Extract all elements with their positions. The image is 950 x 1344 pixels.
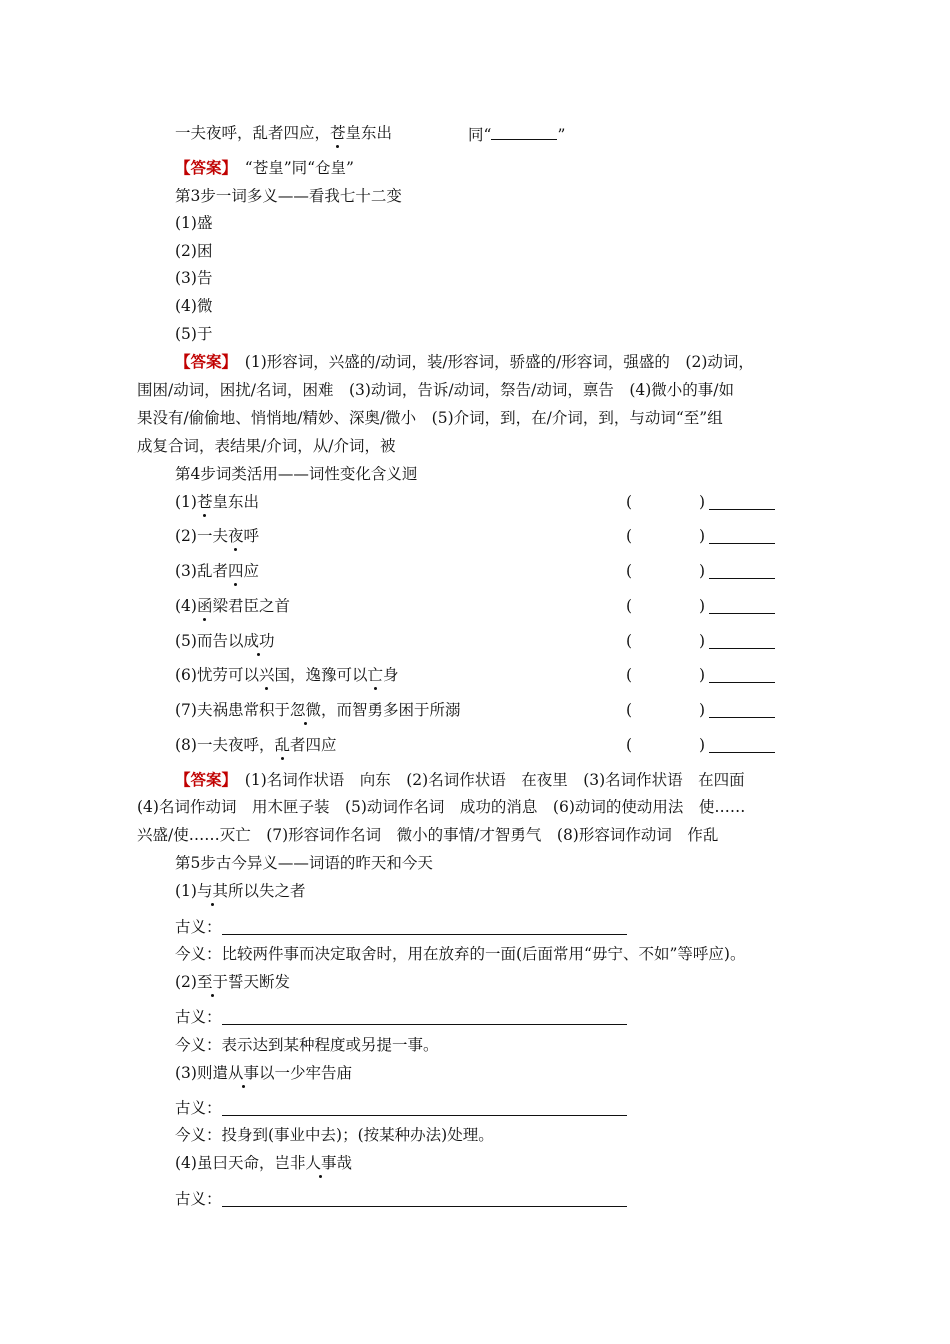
jin-meaning: 今义：比较两件事而决定取舍时，用在放弃的一面(后面常用“毋宁、不如”等呼应)。	[175, 945, 746, 963]
step4-item: (6)忧劳可以兴国，逸豫可以亡身	[175, 666, 399, 684]
paren-open: (	[626, 666, 633, 684]
paren-close: )	[699, 666, 706, 684]
step4-answer-line: (4)名词作动词 用木匣子装 (5)动词作名词 成功的消息 (6)动词的使动用法 使……	[137, 798, 746, 816]
answer-blank	[222, 1114, 627, 1116]
gu-label: 古义：	[175, 1190, 222, 1208]
top-sentence: 一夫夜呼，乱者四应，苍皇东出	[175, 124, 393, 142]
paren-close: )	[699, 527, 706, 545]
answer-blank	[709, 751, 775, 753]
step4-title: 第4步词类活用——词性变化含义迥	[175, 465, 418, 483]
answer-tag: 【答案】	[175, 158, 230, 177]
answer-blank	[709, 612, 775, 614]
answer-0: 【答案】 “苍皇”同“仓皇”	[175, 158, 354, 177]
step4-item: (8)一夫夜呼，乱者四应	[175, 736, 337, 754]
step3-answer-line: 【答案】 (1)形容词，兴盛的/动词，装/形容词，骄盛的/形容词，强盛的 (2)动词，	[175, 352, 754, 371]
step4-item: (5)而告以成功	[175, 632, 275, 650]
step4-item: (3)乱者四应	[175, 562, 259, 580]
gu-label: 古义：	[175, 918, 222, 936]
step3-answer-line: 成复合词，表结果/介词，从/介词，被	[137, 437, 396, 455]
gu-label: 古义：	[175, 1099, 222, 1117]
paren-close: )	[699, 562, 706, 580]
paren-open: (	[626, 597, 633, 615]
step5-title: 第5步古今异义——词语的昨天和今天	[175, 854, 433, 872]
step3-title: 第3步一词多义——看我七十二变	[175, 187, 402, 205]
answer-blank	[709, 647, 775, 649]
paren-close: )	[699, 597, 706, 615]
paren-close: )	[699, 701, 706, 719]
answer-blank	[709, 508, 775, 510]
answer-tag: 【答案】	[175, 770, 230, 789]
step5-item: (1)与其所以失之者	[175, 882, 306, 900]
paren-close: )	[699, 736, 706, 754]
paren-open: (	[626, 527, 633, 545]
jin-meaning: 今义：投身到(事业中去)；(按某种办法)处理。	[175, 1126, 494, 1144]
paren-open: (	[626, 493, 633, 511]
paren-close: )	[699, 493, 706, 511]
step3-item: (4)微	[175, 297, 213, 315]
step4-answer-line: 【答案】 (1)名词作状语 向东 (2)名词作状语 在夜里 (3)名词作状语 在四面	[175, 770, 745, 789]
answer-blank	[222, 1205, 627, 1207]
answer-blank	[222, 933, 627, 935]
step4-answer-line: 兴盛/使……灭亡 (7)形容词作名词 微小的事情/才智勇气 (8)形容词作动词 作乱	[137, 826, 719, 844]
answer-blank	[709, 716, 775, 718]
paren-open: (	[626, 632, 633, 650]
step3-answer-line: 果没有/偷偷地、悄悄地/精妙、深奥/微小 (5)介词，到，在/介词，到，与动词“至”组	[137, 409, 723, 427]
tong-blank: 同“ ”	[468, 123, 565, 145]
step4-item: (7)夫祸患常积于忽微，而智勇多困于所溺	[175, 701, 461, 719]
paren-close: )	[699, 632, 706, 650]
answer-blank	[222, 1023, 627, 1025]
gu-label: 古义：	[175, 1008, 222, 1026]
answer-blank	[709, 542, 775, 544]
answer-blank	[709, 577, 775, 579]
answer-tag: 【答案】	[175, 352, 230, 371]
step3-item: (3)告	[175, 269, 213, 287]
paren-open: (	[626, 701, 633, 719]
step5-item: (2)至于誓天断发	[175, 973, 290, 991]
step5-item: (3)则遣从事以一少牢告庙	[175, 1064, 352, 1082]
step4-item: (1)苍皇东出	[175, 493, 259, 511]
paren-open: (	[626, 736, 633, 754]
paren-open: (	[626, 562, 633, 580]
jin-meaning: 今义：表示达到某种程度或另提一事。	[175, 1036, 439, 1054]
step3-item: (1)盛	[175, 214, 213, 232]
answer-blank	[709, 681, 775, 683]
step3-item: (5)于	[175, 325, 213, 343]
step3-answer-line: 围困/动词，困扰/名词，困难 (3)动词，告诉/动词，祭告/动词，禀告 (4)微小的事/如	[137, 381, 735, 399]
step4-item: (2)一夫夜呼	[175, 527, 259, 545]
step5-item: (4)虽曰天命，岂非人事哉	[175, 1154, 352, 1172]
step3-item: (2)困	[175, 242, 213, 260]
step4-item: (4)函梁君臣之首	[175, 597, 290, 615]
